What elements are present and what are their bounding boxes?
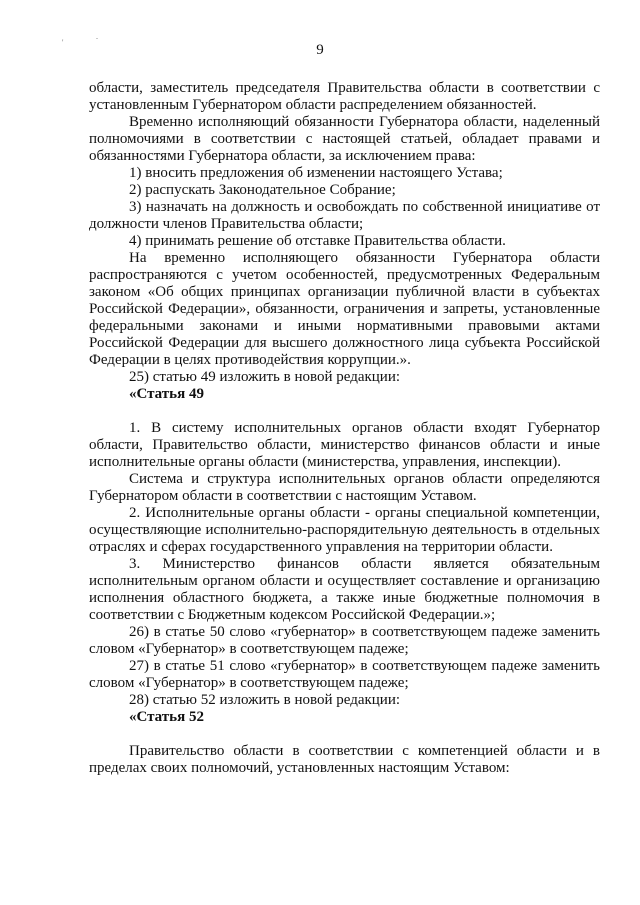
paragraph: Временно исполняющий обязанности Губернатора области, наделенный полномочиями в соответствии с настоящей статьей, обладает правами и обязанностями Губернатора области, за исключением права: bbox=[89, 114, 600, 164]
paragraph: Правительство области в соответствии с компетенцией области и в пределах своих полномочий, установленных настоящим Уставом: bbox=[89, 743, 600, 776]
paragraph: 26) в статье 50 слово «губернатор» в соответствующем падеже заменить словом «Губернатор» в соответствующем падеже; bbox=[89, 624, 600, 657]
paragraph: 27) в статье 51 слово «губернатор» в соответствующем падеже заменить словом «Губернатор» в соответствующем падеже; bbox=[89, 658, 600, 691]
page-number: 9 bbox=[316, 42, 324, 58]
paragraph: 3) назначать на должность и освобождать по собственной инициативе от должности членов Правительства области; bbox=[89, 199, 600, 232]
article-heading: «Статья 52 bbox=[129, 709, 204, 725]
paragraph: 28) статью 52 изложить в новой редакции: bbox=[129, 692, 401, 708]
scan-speck: . bbox=[96, 32, 98, 41]
paragraph: На временно исполняющего обязанности Губернатора области распространяются с учетом особенностей, предусмотренных Федеральным законом «Об общих принципах организации публичной власти в субъектах Российской Федерации», обязанности, ограничения и запреты, установленные федеральными законами и иными нормативными правовыми актами Российской Федерации для высшего должностного лица субъекта Российской Федерации в целях противодействия коррупции.». bbox=[89, 250, 600, 368]
article-heading: «Статья 49 bbox=[129, 386, 204, 402]
paragraph: 25) статью 49 изложить в новой редакции: bbox=[129, 369, 401, 385]
paragraph: 4) принимать решение об отставке Правительства области. bbox=[129, 233, 506, 249]
paragraph: 2. Исполнительные органы области - органы специальной компетенции, осуществляющие исполнительно-распорядительную деятельность в отдельных отраслях и сферах государственного управления на территории области. bbox=[89, 505, 600, 555]
paragraph: 3. Министерство финансов области является обязательным исполнительным органом области и осуществляет составление и организацию исполнения областного бюджета, а также иные бюджетные полномочия в соответствии с Бюджетным кодексом Российской Федерации.»; bbox=[89, 556, 600, 623]
paragraph-spacer bbox=[89, 726, 600, 743]
scan-speck: ' bbox=[62, 38, 64, 47]
paragraph: 1. В систему исполнительных органов области входят Губернатор области, Правительство области, министерство финансов области и иные исполнительные органы области (министерства, управления, инспекции). bbox=[89, 420, 600, 470]
paragraph: Система и структура исполнительных органов области определяются Губернатором области в соответствии с настоящим Уставом. bbox=[89, 471, 600, 504]
paragraph-spacer bbox=[89, 403, 600, 420]
paragraph: 2) распускать Законодательное Собрание; bbox=[129, 182, 396, 198]
document-body bbox=[89, 80, 600, 777]
paragraph: области, заместитель председателя Правительства области в соответствии с установленным Губернатором области распределением обязанностей. bbox=[89, 80, 600, 113]
paragraph: 1) вносить предложения об изменении настоящего Устава; bbox=[129, 165, 503, 181]
